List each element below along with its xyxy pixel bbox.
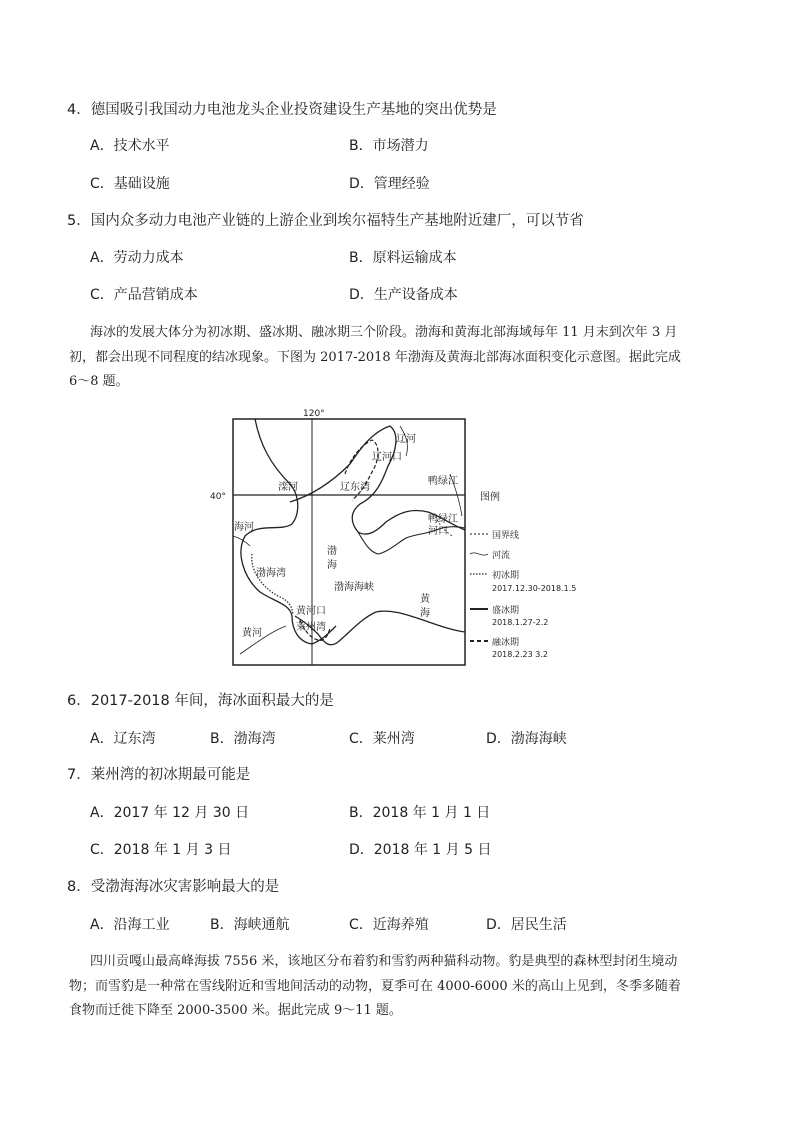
label-yalujiang: 鸭绿江 bbox=[428, 476, 458, 487]
question-8-option-c[interactable]: C．近海养殖 bbox=[349, 917, 429, 933]
liaodong-peninsula-coast bbox=[358, 527, 465, 554]
legend-melt-label: 融冰期 bbox=[492, 638, 520, 648]
label-huanghekou: 黄河口 bbox=[296, 606, 326, 617]
bohai-bay-ice-line bbox=[252, 554, 293, 614]
question-5-option-a[interactable]: A．劳动力成本 bbox=[90, 250, 184, 266]
label-huanghai-1: 黄 bbox=[420, 594, 430, 605]
question-8-stem: 8．受渤海海冰灾害影响最大的是 bbox=[67, 879, 280, 895]
label-haihe: 海河 bbox=[234, 522, 254, 533]
sea-ice-map bbox=[200, 404, 580, 676]
question-8-option-d[interactable]: D．居民生活 bbox=[486, 917, 567, 933]
passage-2-line-2: 物；而雪豹是一种常在雪线附近和雪地间活动的动物，夏季可在 4000-6000 米的高山上见到，冬季多随着 bbox=[69, 979, 681, 994]
question-6-option-c[interactable]: C．莱州湾 bbox=[349, 731, 415, 747]
label-bohaiwan: 渤海湾 bbox=[256, 568, 286, 579]
legend-title: 图例 bbox=[480, 492, 500, 503]
legend-river-swatch bbox=[470, 553, 488, 555]
label-liaodongwan: 辽东湾 bbox=[340, 482, 370, 493]
question-7-option-c[interactable]: C．2018 年 1 月 3 日 bbox=[90, 842, 232, 858]
label-huanghe: 黄河 bbox=[242, 628, 262, 639]
question-5-option-b[interactable]: B．原料运输成本 bbox=[349, 250, 457, 266]
question-8-option-b[interactable]: B．海峡通航 bbox=[210, 917, 290, 933]
label-bohaihaixia: 渤海海峡 bbox=[334, 582, 374, 593]
label-yalujiangkou-2: 河口 bbox=[428, 526, 448, 537]
question-7-option-b[interactable]: B．2018 年 1 月 1 日 bbox=[349, 805, 491, 821]
legend-peak-label: 盛冰期 bbox=[492, 606, 520, 616]
passage-1-line-1: 海冰的发展大体分为初冰期、盛冰期、融冰期三个阶段。渤海和黄海北部海域每年 11 月末到次年 3 月 bbox=[90, 325, 678, 340]
question-8-option-a[interactable]: A．沿海工业 bbox=[90, 917, 170, 933]
label-laizhouwan: 莱州湾 bbox=[296, 622, 326, 633]
question-7-option-d[interactable]: D．2018 年 1 月 5 日 bbox=[349, 842, 492, 858]
question-4-option-c[interactable]: C．基础设施 bbox=[90, 176, 170, 192]
label-yalujiangkou-1: 鸭绿江 bbox=[428, 514, 458, 525]
question-7-option-a[interactable]: A．2017 年 12 月 30 日 bbox=[90, 805, 250, 821]
label-huanghai-2: 海 bbox=[420, 608, 430, 619]
label-liaohekou: 辽河口 bbox=[372, 452, 402, 463]
question-6-option-d[interactable]: D．渤海海峡 bbox=[486, 731, 567, 747]
legend-initial-label: 初冰期 bbox=[492, 571, 520, 581]
question-6-option-b[interactable]: B．渤海湾 bbox=[210, 731, 276, 747]
question-5-stem: 5．国内众多动力电池产业链的上游企业到埃尔福特生产基地附近建厂，可以节省 bbox=[67, 213, 584, 229]
legend-border-label: 国界线 bbox=[492, 531, 520, 541]
label-liaohe: 辽河 bbox=[396, 434, 416, 445]
question-7-stem: 7．莱州湾的初冰期最可能是 bbox=[67, 767, 251, 783]
latitude-label: 40° bbox=[210, 492, 226, 502]
label-bohai-1: 渤 bbox=[327, 546, 337, 557]
legend-melt-date: 2018.2.23 3.2 bbox=[492, 650, 548, 659]
label-luanhe: 滦河 bbox=[278, 482, 298, 493]
question-4-option-a[interactable]: A．技术水平 bbox=[90, 138, 170, 154]
question-6-option-a[interactable]: A．辽东湾 bbox=[90, 731, 156, 747]
question-4-option-d[interactable]: D．管理经验 bbox=[349, 176, 430, 192]
label-bohai-2: 海 bbox=[327, 560, 337, 571]
longitude-label: 120° bbox=[303, 409, 325, 419]
question-5-option-d[interactable]: D．生产设备成本 bbox=[349, 287, 458, 303]
question-5-option-c[interactable]: C．产品营销成本 bbox=[90, 287, 198, 303]
question-4-option-b[interactable]: B．市场潜力 bbox=[349, 138, 429, 154]
question-4-stem: 4．德国吸引我国动力电池龙头企业投资建设生产基地的突出优势是 bbox=[67, 102, 497, 118]
legend-initial-date: 2017.12.30-2018.1.5 bbox=[492, 584, 577, 593]
passage-1-line-2: 初，都会出现不同程度的结冰现象。下图为 2017-2018 年渤海及黄海北部海冰面积变化示意图。据此完成 bbox=[69, 350, 681, 365]
question-6-stem: 6．2017-2018 年间，海冰面积最大的是 bbox=[67, 693, 334, 709]
legend-river-label: 河流 bbox=[492, 551, 511, 561]
passage-2-line-3: 食物而迁徙下降至 2000-3500 米。据此完成 9～11 题。 bbox=[69, 1003, 402, 1018]
legend-peak-date: 2018.1.27-2.2 bbox=[492, 618, 549, 627]
passage-1-line-3: 6～8 题。 bbox=[69, 374, 129, 389]
passage-2-line-1: 四川贡嘎山最高峰海拔 7556 米，该地区分布着豹和雪豹两种猫科动物。豹是典型的森林型封闭生境动 bbox=[90, 954, 678, 969]
